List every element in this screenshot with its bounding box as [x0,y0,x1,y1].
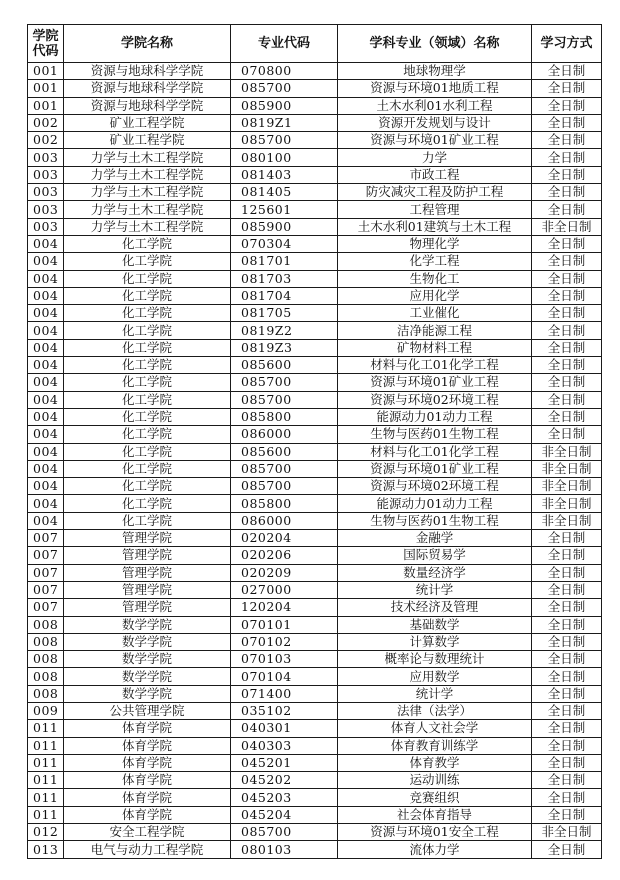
college-name-cell: 体育学院 [64,806,231,823]
study-mode-cell: 全日制 [532,581,602,598]
major-code-cell: 086000 [231,512,338,529]
major-name-cell: 法律（法学） [338,702,532,719]
major-name-cell: 地球物理学 [338,63,532,80]
major-name-cell: 土木水利01建筑与土木工程 [338,218,532,235]
major-name-cell: 竞赛组织 [338,789,532,806]
major-name-cell: 体育教学 [338,754,532,771]
college-name-cell: 化工学院 [64,339,231,356]
table-row [28,287,602,304]
college-code-cell: 003 [28,184,64,201]
table-row [28,824,602,841]
major-name-cell: 体育人文社会学 [338,720,532,737]
study-mode-cell: 非全日制 [532,218,602,235]
study-mode-cell: 全日制 [532,114,602,131]
college-code-cell: 004 [28,339,64,356]
college-code-cell: 004 [28,495,64,512]
major-name-cell: 统计学 [338,685,532,702]
college-code-cell: 003 [28,149,64,166]
major-name-cell: 资源与环境01安全工程 [338,824,532,841]
major-name-cell: 金融学 [338,530,532,547]
college-code-cell: 009 [28,702,64,719]
table-row [28,426,602,443]
college-code-cell: 002 [28,114,64,131]
table-row [28,149,602,166]
college-name-cell: 体育学院 [64,737,231,754]
study-mode-cell: 全日制 [532,80,602,97]
college-name-cell: 体育学院 [64,772,231,789]
college-name-cell: 管理学院 [64,530,231,547]
table-row [28,702,602,719]
major-name-cell: 防灾减灾工程及防护工程 [338,184,532,201]
major-name-cell: 资源与环境01矿业工程 [338,460,532,477]
college-name-cell: 数学学院 [64,651,231,668]
college-code-cell: 002 [28,132,64,149]
college-code-cell: 003 [28,218,64,235]
major-code-cell: 125601 [231,201,338,218]
major-code-cell: 071400 [231,685,338,702]
college-code-cell: 004 [28,460,64,477]
study-mode-cell: 全日制 [532,270,602,287]
table-row [28,270,602,287]
college-code-cell: 004 [28,322,64,339]
table-row [28,668,602,685]
major-name-cell: 应用数学 [338,668,532,685]
major-code-cell: 035102 [231,702,338,719]
table-row [28,184,602,201]
major-name-cell: 计算数学 [338,633,532,650]
college-name-cell: 化工学院 [64,305,231,322]
college-name-cell: 化工学院 [64,426,231,443]
study-mode-cell: 全日制 [532,63,602,80]
table-row [28,581,602,598]
college-name-cell: 化工学院 [64,253,231,270]
major-code-cell: 120204 [231,599,338,616]
major-code-cell: 085800 [231,495,338,512]
college-name-cell: 化工学院 [64,357,231,374]
major-name-cell: 数量经济学 [338,564,532,581]
study-mode-cell: 全日制 [532,668,602,685]
study-mode-cell: 全日制 [532,184,602,201]
college-name-cell: 数学学院 [64,685,231,702]
college-code-cell: 007 [28,599,64,616]
study-mode-cell: 全日制 [532,132,602,149]
college-name-cell: 体育学院 [64,789,231,806]
header-major-name: 学科专业（领域）名称 [338,25,532,63]
major-code-cell: 0819Z1 [231,114,338,131]
table-row [28,547,602,564]
study-mode-cell: 全日制 [532,754,602,771]
college-name-cell: 资源与地球科学学院 [64,80,231,97]
study-mode-cell: 全日制 [532,737,602,754]
major-name-cell: 基础数学 [338,616,532,633]
study-mode-cell: 全日制 [532,357,602,374]
college-code-cell: 012 [28,824,64,841]
table-row [28,599,602,616]
table-row [28,166,602,183]
study-mode-cell: 全日制 [532,651,602,668]
study-mode-cell: 全日制 [532,97,602,114]
study-mode-cell: 全日制 [532,720,602,737]
table-row [28,616,602,633]
major-code-cell: 086000 [231,426,338,443]
college-code-cell: 004 [28,270,64,287]
college-code-cell: 004 [28,408,64,425]
major-name-cell: 化学工程 [338,253,532,270]
major-name-cell: 材料与化工01化学工程 [338,443,532,460]
table-row [28,201,602,218]
college-name-cell: 力学与土木工程学院 [64,184,231,201]
college-name-cell: 力学与土木工程学院 [64,166,231,183]
college-code-cell: 011 [28,737,64,754]
table-row [28,132,602,149]
table-row [28,478,602,495]
major-code-cell: 081705 [231,305,338,322]
major-code-cell: 085900 [231,97,338,114]
major-name-cell: 能源动力01动力工程 [338,408,532,425]
college-name-cell: 力学与土木工程学院 [64,218,231,235]
study-mode-cell: 非全日制 [532,495,602,512]
table-row [28,305,602,322]
major-code-cell: 0819Z2 [231,322,338,339]
table-row [28,512,602,529]
college-code-cell: 011 [28,772,64,789]
college-code-cell: 004 [28,374,64,391]
study-mode-cell: 全日制 [532,149,602,166]
major-name-cell: 资源与环境02环境工程 [338,391,532,408]
major-code-cell: 085700 [231,824,338,841]
study-mode-cell: 全日制 [532,287,602,304]
table-row [28,685,602,702]
major-code-cell: 081703 [231,270,338,287]
study-mode-cell: 全日制 [532,235,602,252]
study-mode-cell: 全日制 [532,633,602,650]
major-code-cell: 085600 [231,443,338,460]
major-name-cell: 力学 [338,149,532,166]
major-name-cell: 国际贸易学 [338,547,532,564]
college-code-cell: 011 [28,789,64,806]
college-name-cell: 矿业工程学院 [64,132,231,149]
college-code-cell: 008 [28,616,64,633]
table-row [28,633,602,650]
table-row [28,322,602,339]
major-code-cell: 070800 [231,63,338,80]
table-body [28,63,602,859]
header-study-mode: 学习方式 [532,25,602,63]
study-mode-cell: 全日制 [532,339,602,356]
college-code-cell: 003 [28,201,64,218]
table-row [28,408,602,425]
table-row [28,806,602,823]
table-header-row [28,25,602,63]
major-code-cell: 0819Z3 [231,339,338,356]
college-name-cell: 数学学院 [64,668,231,685]
college-code-cell: 007 [28,581,64,598]
study-mode-cell: 全日制 [532,201,602,218]
table-row [28,841,602,858]
college-code-cell: 004 [28,478,64,495]
table-row [28,339,602,356]
major-code-cell: 085900 [231,218,338,235]
major-code-cell: 045204 [231,806,338,823]
major-code-cell: 020209 [231,564,338,581]
study-mode-cell: 全日制 [532,547,602,564]
study-mode-cell: 全日制 [532,564,602,581]
major-name-cell: 能源动力01动力工程 [338,495,532,512]
table-row [28,443,602,460]
college-code-cell: 004 [28,305,64,322]
study-mode-cell: 全日制 [532,253,602,270]
college-name-cell: 数学学院 [64,616,231,633]
college-code-cell: 011 [28,754,64,771]
major-code-cell: 045202 [231,772,338,789]
college-code-cell: 007 [28,564,64,581]
header-college-code [28,25,64,63]
college-name-cell: 化工学院 [64,322,231,339]
college-code-cell: 004 [28,443,64,460]
college-name-cell: 化工学院 [64,235,231,252]
major-name-cell: 概率论与数理统计 [338,651,532,668]
table-row [28,460,602,477]
college-code-cell: 011 [28,806,64,823]
college-name-cell: 体育学院 [64,754,231,771]
college-name-cell: 管理学院 [64,564,231,581]
study-mode-cell: 非全日制 [532,460,602,477]
major-code-cell: 085700 [231,132,338,149]
major-name-cell: 土木水利01水利工程 [338,97,532,114]
college-name-cell: 数学学院 [64,633,231,650]
study-mode-cell: 全日制 [532,616,602,633]
college-code-cell: 004 [28,253,64,270]
major-code-cell: 020204 [231,530,338,547]
college-name-cell: 管理学院 [64,581,231,598]
major-name-cell: 统计学 [338,581,532,598]
college-name-cell: 化工学院 [64,391,231,408]
major-code-cell: 085700 [231,374,338,391]
study-mode-cell: 全日制 [532,806,602,823]
study-mode-cell: 非全日制 [532,512,602,529]
study-mode-cell: 全日制 [532,408,602,425]
study-mode-cell: 非全日制 [532,443,602,460]
major-code-cell: 040301 [231,720,338,737]
major-code-cell: 081704 [231,287,338,304]
study-mode-cell: 全日制 [532,789,602,806]
major-code-cell: 070101 [231,616,338,633]
major-code-cell: 085800 [231,408,338,425]
college-code-cell: 004 [28,357,64,374]
major-code-cell: 040303 [231,737,338,754]
enrollment-table-page [27,24,593,859]
college-code-cell: 008 [28,668,64,685]
college-code-cell: 008 [28,633,64,650]
college-name-cell: 化工学院 [64,495,231,512]
college-name-cell: 化工学院 [64,443,231,460]
major-name-cell: 资源与环境01矿业工程 [338,374,532,391]
study-mode-cell: 全日制 [532,374,602,391]
table-row [28,391,602,408]
college-code-cell: 004 [28,512,64,529]
college-code-cell: 004 [28,235,64,252]
study-mode-cell: 全日制 [532,772,602,789]
major-code-cell: 085700 [231,460,338,477]
college-name-cell: 体育学院 [64,720,231,737]
college-name-cell: 管理学院 [64,599,231,616]
table-row [28,97,602,114]
header-major-code: 专业代码 [231,25,338,63]
college-name-cell: 管理学院 [64,547,231,564]
major-code-cell: 085700 [231,391,338,408]
study-mode-cell: 全日制 [532,166,602,183]
college-code-cell: 011 [28,720,64,737]
college-name-cell: 资源与地球科学学院 [64,63,231,80]
table-row [28,772,602,789]
major-code-cell: 085700 [231,80,338,97]
major-name-cell: 技术经济及管理 [338,599,532,616]
table-row [28,253,602,270]
table-row [28,789,602,806]
table-row [28,114,602,131]
study-mode-cell: 全日制 [532,702,602,719]
major-name-cell: 物理化学 [338,235,532,252]
college-name-cell: 力学与土木工程学院 [64,149,231,166]
study-mode-cell: 全日制 [532,530,602,547]
major-code-cell: 080103 [231,841,338,858]
major-name-cell: 资源开发规划与设计 [338,114,532,131]
table-row [28,564,602,581]
college-name-cell: 资源与地球科学学院 [64,97,231,114]
study-mode-cell: 全日制 [532,322,602,339]
table-row [28,235,602,252]
college-name-cell: 化工学院 [64,512,231,529]
table-row [28,80,602,97]
major-code-cell: 070103 [231,651,338,668]
college-name-cell: 化工学院 [64,374,231,391]
college-name-cell: 化工学院 [64,408,231,425]
table-row [28,357,602,374]
major-name-cell: 资源与环境02环境工程 [338,478,532,495]
major-code-cell: 045203 [231,789,338,806]
major-name-cell: 工业催化 [338,305,532,322]
major-name-cell: 生物与医药01生物工程 [338,512,532,529]
major-name-cell: 资源与环境01地质工程 [338,80,532,97]
college-code-cell: 001 [28,63,64,80]
header-college-name: 学院名称 [64,25,231,63]
college-name-cell: 化工学院 [64,460,231,477]
study-mode-cell: 全日制 [532,841,602,858]
major-code-cell: 045201 [231,754,338,771]
major-code-cell: 070104 [231,668,338,685]
header-college-code-line1: 学院 [32,28,59,44]
study-mode-cell: 全日制 [532,426,602,443]
college-code-cell: 013 [28,841,64,858]
college-code-cell: 008 [28,685,64,702]
college-name-cell: 公共管理学院 [64,702,231,719]
table-row [28,651,602,668]
college-name-cell: 力学与土木工程学院 [64,201,231,218]
college-code-cell: 004 [28,287,64,304]
study-mode-cell: 全日制 [532,685,602,702]
major-name-cell: 体育教育训练学 [338,737,532,754]
major-code-cell: 070102 [231,633,338,650]
study-mode-cell: 全日制 [532,599,602,616]
major-name-cell: 生物与医药01生物工程 [338,426,532,443]
study-mode-cell: 非全日制 [532,478,602,495]
major-code-cell: 020206 [231,547,338,564]
college-code-cell: 001 [28,80,64,97]
major-code-cell: 070304 [231,235,338,252]
college-name-cell: 矿业工程学院 [64,114,231,131]
college-name-cell: 安全工程学院 [64,824,231,841]
table-row [28,63,602,80]
college-code-cell: 007 [28,547,64,564]
college-code-cell: 001 [28,97,64,114]
major-code-cell: 081701 [231,253,338,270]
table-row [28,754,602,771]
major-code-cell: 085600 [231,357,338,374]
major-name-cell: 运动训练 [338,772,532,789]
major-name-cell: 矿物材料工程 [338,339,532,356]
major-name-cell: 材料与化工01化学工程 [338,357,532,374]
table-row [28,374,602,391]
college-name-cell: 化工学院 [64,270,231,287]
table-row [28,218,602,235]
table-row [28,530,602,547]
college-name-cell: 化工学院 [64,478,231,495]
header-college-code-line2: 代码 [32,43,59,59]
major-code-cell: 081403 [231,166,338,183]
table-row [28,720,602,737]
major-code-cell: 080100 [231,149,338,166]
major-name-cell: 生物化工 [338,270,532,287]
college-name-cell: 化工学院 [64,287,231,304]
college-code-cell: 003 [28,166,64,183]
major-name-cell: 市政工程 [338,166,532,183]
study-mode-cell: 全日制 [532,391,602,408]
study-mode-cell: 非全日制 [532,824,602,841]
college-code-cell: 008 [28,651,64,668]
major-code-cell: 027000 [231,581,338,598]
major-name-cell: 应用化学 [338,287,532,304]
major-name-cell: 资源与环境01矿业工程 [338,132,532,149]
college-name-cell: 电气与动力工程学院 [64,841,231,858]
major-name-cell: 流体力学 [338,841,532,858]
major-code-cell: 081405 [231,184,338,201]
major-name-cell: 工程管理 [338,201,532,218]
major-name-cell: 社会体育指导 [338,806,532,823]
major-code-cell: 085700 [231,478,338,495]
table-row [28,737,602,754]
major-name-cell: 洁净能源工程 [338,322,532,339]
major-catalog-table [27,24,602,859]
college-code-cell: 004 [28,391,64,408]
study-mode-cell: 全日制 [532,305,602,322]
table-row [28,495,602,512]
college-code-cell: 007 [28,530,64,547]
college-code-cell: 004 [28,426,64,443]
